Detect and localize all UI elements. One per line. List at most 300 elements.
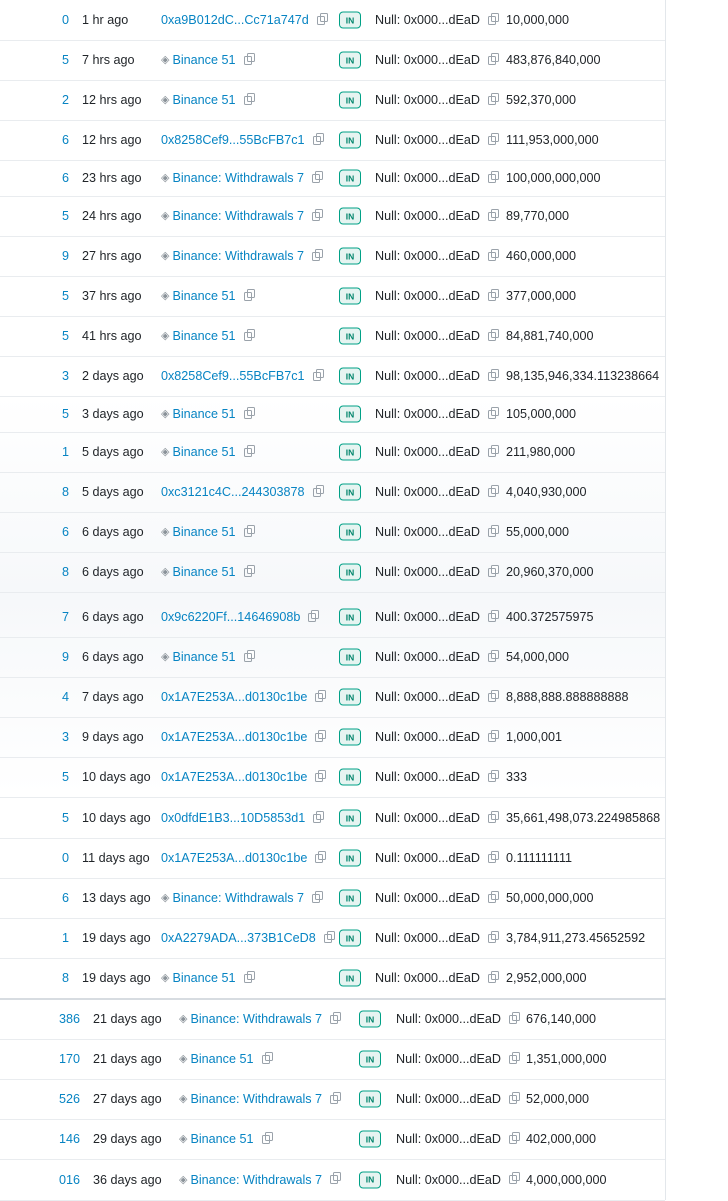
copy-icon[interactable]: [315, 773, 323, 782]
to-address: [396, 1091, 517, 1107]
table-row: [0, 878, 665, 919]
to-address: [375, 484, 496, 500]
copy-icon[interactable]: [488, 934, 496, 943]
from-address: [161, 406, 252, 422]
from-address-link[interactable]: 0x0dfdE1B3...10D5853d1: [161, 811, 306, 825]
to-address: [375, 288, 496, 304]
block-number-link[interactable]: 3: [61, 730, 69, 744]
direction-badge: IN: [339, 12, 361, 29]
direction-badge: IN: [339, 52, 361, 69]
copy-icon[interactable]: [330, 1015, 338, 1024]
diamond-icon: ◈: [179, 1013, 188, 1025]
block-number-link[interactable]: 8: [61, 485, 69, 499]
from-address: [179, 1051, 270, 1067]
copy-icon[interactable]: [244, 528, 252, 537]
from-address-link[interactable]: 0x8258Cef9...55BcFB7c1: [161, 369, 305, 383]
diamond-icon: ◈: [179, 1093, 188, 1105]
direction-badge: IN: [339, 484, 361, 501]
direction-badge: IN: [339, 444, 361, 461]
copy-icon[interactable]: [488, 733, 496, 742]
copy-icon[interactable]: [313, 136, 321, 145]
block-number-link[interactable]: 526: [58, 1092, 80, 1106]
from-address-link[interactable]: Binance 51: [190, 1052, 254, 1066]
block-number-link[interactable]: 0: [61, 851, 69, 865]
from-address-link[interactable]: 0xA2279ADA...373B1CeD8: [161, 931, 316, 945]
copy-icon[interactable]: [244, 448, 252, 457]
from-address-link[interactable]: Binance: Withdrawals 7: [190, 1092, 323, 1106]
from-address: [161, 368, 321, 384]
to-address-text: Null: 0x000...dEaD: [375, 610, 481, 624]
table-row: [0, 160, 665, 197]
direction-badge: IN: [339, 328, 361, 345]
table-row: [0, 918, 665, 959]
to-address-text: Null: 0x000...dEaD: [396, 1052, 502, 1066]
from-address-link[interactable]: Binance 51: [172, 971, 236, 985]
from-address-link[interactable]: Binance 51: [172, 329, 236, 343]
copy-icon[interactable]: [488, 174, 496, 183]
copy-icon[interactable]: [488, 136, 496, 145]
direction-badge: IN: [359, 1011, 381, 1028]
quantity-value: 98,135,946,334.113238664: [506, 369, 660, 383]
to-address: [375, 689, 496, 705]
direction-badge: IN: [339, 564, 361, 581]
from-address: [161, 564, 252, 580]
diamond-icon: ◈: [161, 651, 170, 663]
from-address-link[interactable]: 0x1A7E253A...d0130c1be: [161, 690, 308, 704]
age-text: 19 days ago: [82, 971, 151, 985]
age-text: 19 days ago: [82, 931, 151, 945]
table-row: [0, 1119, 665, 1160]
age-text: 1 hr ago: [82, 13, 129, 27]
age-text: 21 days ago: [93, 1052, 162, 1066]
copy-icon[interactable]: [509, 1055, 517, 1064]
age-text: 5 days ago: [82, 445, 144, 459]
to-address-text: Null: 0x000...dEaD: [375, 209, 481, 223]
to-address: [375, 564, 496, 580]
direction-badge: IN: [339, 850, 361, 867]
block-number-link[interactable]: 1: [61, 445, 69, 459]
quantity-value: 111,953,000,000: [506, 133, 599, 147]
table-row: [0, 958, 665, 999]
copy-icon[interactable]: [488, 894, 496, 903]
to-address-text: Null: 0x000...dEaD: [375, 485, 481, 499]
from-address-link[interactable]: Binance 51: [172, 289, 236, 303]
copy-icon[interactable]: [488, 372, 496, 381]
copy-icon[interactable]: [308, 613, 316, 622]
diamond-icon: ◈: [161, 94, 170, 106]
copy-icon[interactable]: [509, 1135, 517, 1144]
copy-icon[interactable]: [488, 974, 496, 983]
table-row: [0, 356, 665, 397]
copy-icon[interactable]: [312, 212, 320, 221]
copy-icon[interactable]: [488, 212, 496, 221]
block-number-link[interactable]: 5: [61, 209, 69, 223]
block-number-link[interactable]: 6: [61, 133, 69, 147]
diamond-icon: ◈: [161, 892, 170, 904]
copy-icon[interactable]: [324, 934, 332, 943]
age-text: 6 days ago: [82, 565, 144, 579]
to-address: [375, 92, 496, 108]
copy-icon[interactable]: [330, 1095, 338, 1104]
from-address-link[interactable]: Binance: Withdrawals 7: [172, 891, 305, 905]
copy-icon[interactable]: [488, 96, 496, 105]
from-address-link[interactable]: 0xa9B012dC...Cc71a747d: [161, 13, 309, 27]
from-address-link[interactable]: 0x1A7E253A...d0130c1be: [161, 770, 308, 784]
from-address: [161, 930, 332, 946]
from-address: [161, 689, 323, 705]
block-number-link[interactable]: 5: [61, 329, 69, 343]
copy-icon[interactable]: [312, 894, 320, 903]
to-address: [375, 649, 496, 665]
from-address-link[interactable]: Binance 51: [172, 650, 236, 664]
from-address-link[interactable]: Binance: Withdrawals 7: [190, 1012, 323, 1026]
table-row: [0, 597, 665, 638]
block-number-link[interactable]: 7: [61, 610, 69, 624]
copy-icon[interactable]: [244, 56, 252, 65]
quantity-value: 89,770,000: [506, 209, 570, 223]
table-row: [0, 757, 665, 798]
copy-icon[interactable]: [313, 488, 321, 497]
to-address-text: Null: 0x000...dEaD: [396, 1132, 502, 1146]
copy-icon[interactable]: [488, 56, 496, 65]
block-number-link[interactable]: 016: [58, 1172, 80, 1187]
age-text: 9 days ago: [82, 730, 144, 744]
to-address-text: Null: 0x000...dEaD: [375, 730, 481, 744]
copy-icon[interactable]: [313, 372, 321, 381]
from-address: [161, 444, 252, 460]
to-address: [375, 248, 496, 264]
direction-badge: IN: [339, 288, 361, 305]
from-address-link[interactable]: 0x1A7E253A...d0130c1be: [161, 851, 308, 865]
age-text: 23 hrs ago: [82, 171, 142, 185]
direction-badge: IN: [339, 406, 361, 423]
quantity-value: 3,784,911,273.45652592: [506, 931, 646, 945]
diamond-icon: ◈: [161, 446, 170, 458]
quantity-value: 20,960,370,000: [506, 565, 594, 579]
table-row: [0, 80, 665, 121]
to-address: [396, 1011, 517, 1027]
diamond-icon: ◈: [161, 210, 170, 222]
copy-icon[interactable]: [262, 1055, 270, 1064]
to-address: [375, 609, 496, 625]
table-row: [0, 798, 665, 839]
to-address-text: Null: 0x000...dEaD: [375, 171, 481, 185]
age-text: 13 days ago: [82, 891, 151, 905]
to-address-text: Null: 0x000...dEaD: [375, 93, 481, 107]
block-number-link[interactable]: 8: [61, 565, 69, 579]
table-row: [0, 1159, 665, 1201]
section-divider: [0, 998, 666, 1000]
from-address: [179, 1011, 338, 1027]
copy-icon[interactable]: [488, 448, 496, 457]
copy-icon[interactable]: [488, 252, 496, 261]
from-address-link[interactable]: Binance 51: [172, 407, 236, 421]
to-address-text: Null: 0x000...dEaD: [375, 971, 481, 985]
block-number-link[interactable]: 6: [61, 891, 69, 905]
table-row: [0, 276, 665, 317]
age-text: 10 days ago: [82, 811, 151, 825]
from-address-link[interactable]: Binance: Withdrawals 7: [172, 171, 305, 185]
to-address: [375, 170, 496, 186]
from-address-link[interactable]: Binance 51: [172, 565, 236, 579]
to-address: [375, 52, 496, 68]
age-text: 6 days ago: [82, 650, 144, 664]
table-row: [0, 1079, 665, 1120]
from-address: [161, 328, 252, 344]
copy-icon[interactable]: [312, 174, 320, 183]
to-address-text: Null: 0x000...dEaD: [396, 1012, 502, 1026]
direction-badge: IN: [339, 810, 361, 827]
to-address: [375, 810, 496, 826]
copy-icon[interactable]: [244, 292, 252, 301]
age-text: 11 days ago: [82, 851, 150, 865]
copy-icon[interactable]: [488, 773, 496, 782]
quantity-value: 4,040,930,000: [506, 485, 587, 499]
to-address-text: Null: 0x000...dEaD: [375, 690, 481, 704]
direction-badge: IN: [359, 1131, 381, 1148]
age-text: 29 days ago: [93, 1132, 162, 1146]
quantity-value: 35,661,498,073.224985868: [506, 811, 661, 825]
quantity-value: 0.111111111: [506, 851, 573, 865]
from-address-link[interactable]: Binance 51: [172, 525, 236, 539]
to-address: [396, 1131, 517, 1147]
copy-icon[interactable]: [315, 693, 323, 702]
direction-badge: IN: [339, 609, 361, 626]
from-address: [161, 484, 321, 500]
copy-icon[interactable]: [488, 410, 496, 419]
copy-icon[interactable]: [488, 16, 496, 25]
copy-icon[interactable]: [488, 653, 496, 662]
age-text: 5 days ago: [82, 485, 144, 499]
from-address-link[interactable]: Binance 51: [190, 1132, 254, 1146]
from-address: [161, 524, 252, 540]
quantity-value: 377,000,000: [506, 289, 577, 303]
from-address-link[interactable]: Binance: Withdrawals 7: [190, 1172, 323, 1187]
table-row: [0, 512, 665, 553]
copy-icon[interactable]: [488, 814, 496, 823]
copy-icon[interactable]: [488, 854, 496, 863]
copy-icon[interactable]: [488, 488, 496, 497]
from-address-link[interactable]: 0x8258Cef9...55BcFB7c1: [161, 133, 305, 147]
from-address: [161, 810, 321, 826]
from-address: [161, 248, 320, 264]
to-address: [375, 890, 496, 906]
copy-icon[interactable]: [488, 332, 496, 341]
block-number-link[interactable]: 1: [61, 931, 69, 945]
copy-icon[interactable]: [488, 568, 496, 577]
from-address: [161, 12, 325, 28]
to-address-text: Null: 0x000...dEaD: [375, 329, 481, 343]
age-text: 3 days ago: [82, 407, 144, 421]
to-address: [375, 850, 496, 866]
direction-badge: IN: [339, 368, 361, 385]
block-number-link[interactable]: 4: [61, 690, 69, 704]
quantity-value: 54,000,000: [506, 650, 570, 664]
table-row: [0, 472, 665, 513]
age-text: 7 days ago: [82, 690, 144, 704]
age-text: 12 hrs ago: [82, 133, 142, 147]
from-address-link[interactable]: Binance: Withdrawals 7: [172, 249, 305, 263]
direction-badge: IN: [339, 248, 361, 265]
copy-icon[interactable]: [312, 252, 320, 261]
from-address-link[interactable]: Binance: Withdrawals 7: [172, 209, 305, 223]
copy-icon[interactable]: [488, 292, 496, 301]
from-address-link[interactable]: Binance 51: [172, 93, 236, 107]
copy-icon[interactable]: [509, 1015, 517, 1024]
from-address: [161, 850, 323, 866]
block-number-link[interactable]: 0: [61, 13, 69, 27]
direction-badge: IN: [339, 208, 361, 225]
to-address: [396, 1051, 517, 1067]
quantity-value: 84,881,740,000: [506, 329, 594, 343]
diamond-icon: ◈: [179, 1053, 188, 1065]
diamond-icon: ◈: [161, 566, 170, 578]
block-number-link[interactable]: 9: [61, 249, 69, 263]
quantity-value: 52,000,000: [526, 1092, 590, 1106]
to-address-text: Null: 0x000...dEaD: [375, 249, 481, 263]
to-address-text: Null: 0x000...dEaD: [375, 650, 481, 664]
to-address-text: Null: 0x000...dEaD: [375, 369, 481, 383]
diamond-icon: ◈: [161, 972, 170, 984]
table-row: [0, 838, 665, 879]
age-text: 37 hrs ago: [82, 289, 142, 303]
block-number-link[interactable]: 5: [61, 770, 69, 784]
to-address-text: Null: 0x000...dEaD: [396, 1092, 502, 1106]
age-text: 12 hrs ago: [82, 93, 142, 107]
from-address-link[interactable]: Binance 51: [172, 445, 236, 459]
to-address: [375, 328, 496, 344]
table-row: [0, 0, 665, 41]
table-row: [0, 316, 665, 357]
copy-icon[interactable]: [488, 693, 496, 702]
copy-icon[interactable]: [244, 96, 252, 105]
copy-icon[interactable]: [315, 733, 323, 742]
age-text: 36 days ago: [93, 1172, 162, 1187]
quantity-value: 1,351,000,000: [526, 1052, 607, 1066]
age-text: 24 hrs ago: [82, 209, 142, 223]
copy-icon[interactable]: [262, 1135, 270, 1144]
from-address: [161, 288, 252, 304]
direction-badge: IN: [339, 930, 361, 947]
to-address: [375, 12, 496, 28]
block-number-link[interactable]: 3: [61, 369, 69, 383]
from-address: [179, 1091, 338, 1107]
block-number-link[interactable]: 9: [61, 650, 69, 664]
block-number-link[interactable]: 5: [61, 811, 69, 825]
to-address: [375, 208, 496, 224]
block-number-link[interactable]: 2: [61, 93, 69, 107]
copy-icon[interactable]: [330, 1175, 338, 1184]
from-address: [161, 208, 320, 224]
from-address-link[interactable]: Binance 51: [172, 53, 236, 67]
copy-icon[interactable]: [313, 814, 321, 823]
copy-icon[interactable]: [509, 1095, 517, 1104]
to-address-text: Null: 0x000...dEaD: [375, 525, 481, 539]
copy-icon[interactable]: [244, 568, 252, 577]
block-number-link[interactable]: 5: [61, 407, 69, 421]
to-address-text: Null: 0x000...dEaD: [375, 770, 481, 784]
from-address-link[interactable]: 0x1A7E253A...d0130c1be: [161, 730, 308, 744]
copy-icon[interactable]: [488, 528, 496, 537]
quantity-value: 1,000,001: [506, 730, 563, 744]
from-address: [161, 609, 316, 625]
block-number-link[interactable]: 5: [61, 53, 69, 67]
age-text: 6 days ago: [82, 525, 144, 539]
from-address: [161, 92, 252, 108]
block-number-link[interactable]: 146: [58, 1132, 80, 1146]
from-address-link[interactable]: 0x9c6220Ff...14646908b: [161, 610, 301, 624]
copy-icon[interactable]: [244, 410, 252, 419]
diamond-icon: ◈: [161, 330, 170, 342]
direction-badge: IN: [339, 769, 361, 786]
table-row: [0, 677, 665, 718]
table-row: [0, 196, 665, 237]
from-address: [161, 970, 252, 986]
copy-icon[interactable]: [244, 332, 252, 341]
diamond-icon: ◈: [161, 54, 170, 66]
to-address-text: Null: 0x000...dEaD: [375, 289, 481, 303]
table-row: [0, 236, 665, 277]
table-row: [0, 1039, 665, 1080]
block-number-link[interactable]: 6: [61, 525, 69, 539]
from-address-link[interactable]: 0xc3121c4C...244303878: [161, 485, 305, 499]
copy-icon[interactable]: [244, 974, 252, 983]
quantity-value: 55,000,000: [506, 525, 570, 539]
block-number-link[interactable]: 8: [61, 971, 69, 985]
to-address: [375, 930, 496, 946]
age-text: 41 hrs ago: [82, 329, 142, 343]
to-address-text: Null: 0x000...dEaD: [375, 851, 481, 865]
copy-icon[interactable]: [488, 613, 496, 622]
direction-badge: IN: [339, 970, 361, 987]
diamond-icon: ◈: [179, 1173, 188, 1186]
to-address: [375, 970, 496, 986]
block-number-link[interactable]: 5: [61, 289, 69, 303]
block-number-link[interactable]: 170: [58, 1052, 80, 1066]
to-address-text: Null: 0x000...dEaD: [375, 133, 481, 147]
to-address: [375, 132, 496, 148]
table-row: [0, 552, 665, 593]
copy-icon[interactable]: [317, 16, 325, 25]
direction-badge: IN: [339, 92, 361, 109]
quantity-value: 100,000,000,000: [506, 171, 601, 185]
from-address: [161, 52, 252, 68]
diamond-icon: ◈: [179, 1133, 188, 1145]
age-text: 27 days ago: [93, 1092, 162, 1106]
table-row: [0, 120, 665, 161]
quantity-value: 211,980,000: [506, 445, 576, 459]
table-row: [0, 717, 665, 758]
direction-badge: IN: [339, 649, 361, 666]
age-text: 27 hrs ago: [82, 249, 142, 263]
diamond-icon: ◈: [161, 250, 170, 262]
from-address: [179, 1131, 270, 1147]
direction-badge: IN: [339, 170, 361, 187]
copy-icon[interactable]: [509, 1175, 517, 1184]
copy-icon[interactable]: [244, 653, 252, 662]
quantity-value: 4,000,000,000: [526, 1172, 607, 1187]
copy-icon[interactable]: [315, 854, 323, 863]
to-address-text: Null: 0x000...dEaD: [375, 407, 481, 421]
block-number-link[interactable]: 386: [58, 1012, 80, 1026]
diamond-icon: ◈: [161, 408, 170, 420]
direction-badge: IN: [339, 132, 361, 149]
quantity-value: 483,876,840,000: [506, 53, 601, 67]
to-address: [375, 444, 496, 460]
direction-badge: IN: [339, 524, 361, 541]
quantity-value: 50,000,000,000: [506, 891, 594, 905]
block-number-link[interactable]: 6: [61, 171, 69, 185]
